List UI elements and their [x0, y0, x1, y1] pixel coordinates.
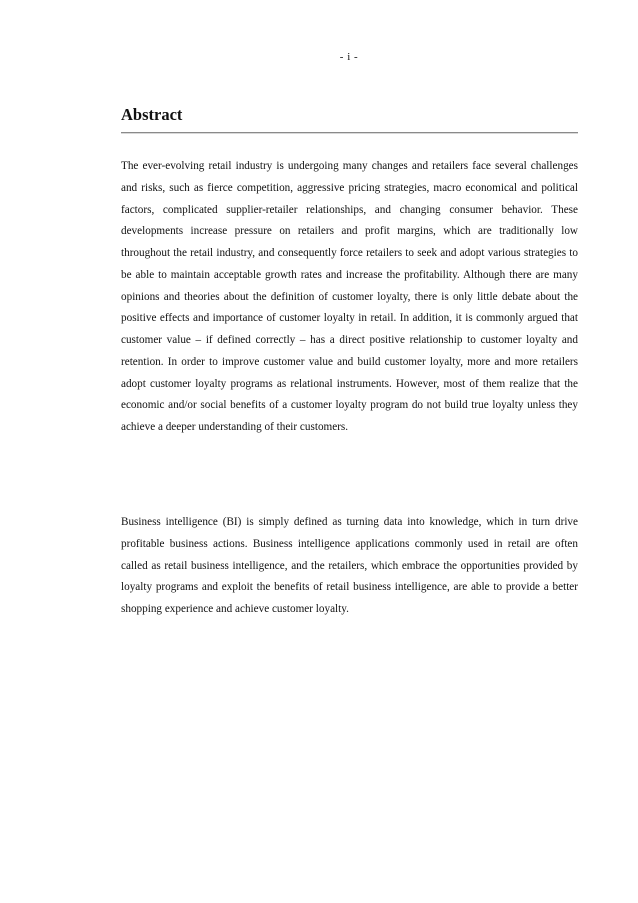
page-number: - i - [339, 51, 359, 63]
abstract-paragraph-1: The ever-evolving retail industry is undergoing many changes and retailers face several challenges and risks, such as fierce competition, aggressive pricing strategies, macro economical and political factors, complicated supplier-retailer relationships, and changing consumer behavior. These developments increase pressure on retailers and profit margins, which are traditionally low throughout the retail industry, and consequently force retailers to seek and adopt various strategies to be able to maintain acceptable growth rates and increase the profitability. Although there are many opinions and theories about the definition of customer loyalty, there is only little debate about the positive effects and importance of customer loyalty in retail. In addition, it is commonly argued that customer value – if defined correctly – has a direct positive relationship to customer loyalty and retention. In order to improve customer value and build customer loyalty, more and more retailers adopt customer loyalty programs as relational instruments. However, most of them realize that the economic and/or social benefits of a customer loyalty program do not build true loyalty unless they achieve a deeper understanding of their customers. [121, 160, 578, 433]
abstract-paragraph-2: Business intelligence (BI) is simply defined as turning data into knowledge, which in turn drive profitable business actions. Business intelligence applications commonly used in retail are often called as retail business intelligence, and the retailers, which embrace the opportunities provided by loyalty programs and exploit the benefits of retail business intelligence, are able to provide a better shopping experience and achieve customer loyalty. [121, 516, 578, 615]
page-title: Abstract [121, 105, 183, 124]
heading-rule [121, 132, 578, 134]
